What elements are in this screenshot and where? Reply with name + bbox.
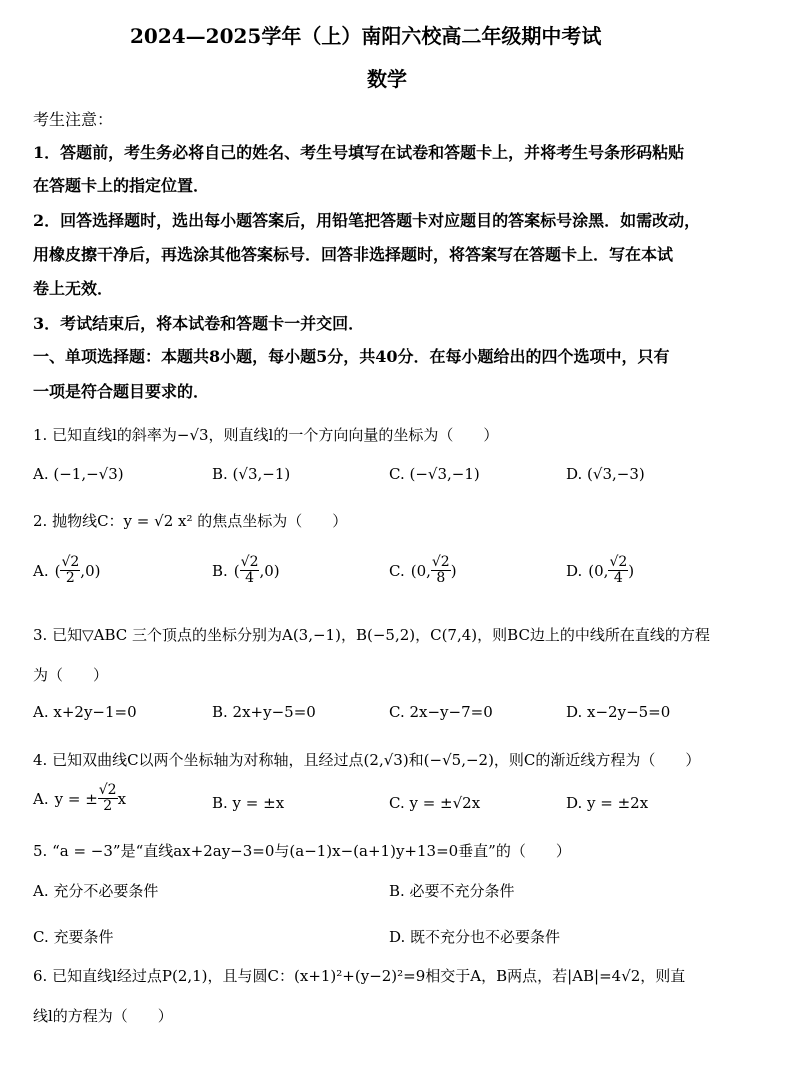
fraction-denominator: 2 [65,570,75,587]
question-4-option-d: D. y = ±2x [566,794,649,812]
option-suffix: ,0) [259,561,280,580]
notice-item-2-line-3: 卷上无效． [33,279,114,298]
question-3-option-a: A. x+2y−1=0 [33,703,137,721]
option-prefix: (0, [410,561,431,580]
section-1-heading-line-2: 一项是符合题目要求的． [33,382,210,401]
option-prefix: ( [233,561,240,580]
fraction-numerator: √2 [240,554,259,570]
question-3-stem-line-2: 为（ ） [33,666,109,684]
fraction-numerator: √2 [61,554,80,570]
question-2-option-d [566,555,634,587]
option-prefix: ( [54,561,61,580]
fraction-numerator: √2 [609,554,628,570]
fraction-denominator: 4 [245,570,255,587]
question-5-option-b: B. 必要不充分条件 [389,882,515,900]
option-prefix: (0, [588,561,609,580]
question-1-option-a: A. (−1,−√3) [33,465,124,483]
notice-item-2-line-2: 用橡皮擦干净后，再选涂其他答案标号．回答非选择题时，将答案写在答题卡上．写在本试 [33,245,674,264]
option-suffix: x [117,789,127,808]
notice-item-3: 3．考试结束后，将本试卷和答题卡一并交回． [33,314,365,333]
fraction-denominator: 8 [436,570,446,587]
question-1-option-b: B. (√3,−1) [212,465,291,483]
option-suffix: ,0) [80,561,101,580]
question-1-stem: 1. 已知直线l的斜率为−√3，则直线l的一个方向向量的坐标为（ ） [33,426,499,444]
option-label: A. [33,561,49,580]
notice-item-1-line-1: 1．答题前，考生务必将自己的姓名、考生号填写在试卷和答题卡上，并将考生号条形码粘贴 [33,143,685,162]
question-5-option-d: D. 既不充分也不必要条件 [389,928,561,946]
question-4-stem: 4. 已知双曲线C以两个坐标轴为对称轴，且经过点(2,√3)和(−√5,−2)，则C的渐近线方程为（ ） [33,751,701,769]
fraction-denominator: 4 [613,570,623,587]
question-5-stem: 5. “a = −3”是“直线ax+2ay−3=0与(a−1)x−(a+1)y+13=0垂直”的（ ） [33,842,571,860]
question-1-option-d: D. (√3,−3) [566,465,645,483]
fraction [608,555,628,587]
option-prefix: y = ± [54,789,98,808]
question-4-option-c: C. y = ±√2x [389,794,481,812]
question-2-stem: 2. 抛物线C：y = √2 x² 的焦点坐标为（ ） [33,512,348,530]
option-label: D. [566,561,583,580]
option-suffix: ) [628,561,635,580]
section-1-heading-line-1: 一、单项选择题：本题共8小题，每小题5分，共40分．在每小题给出的四个选项中，只有 [33,347,670,366]
question-6-stem-line-1: 6. 已知直线l经过点P(2,1)，且与圆C：(x+1)²+(y−2)²=9相交于A，B两点，若|AB|=4√2，则直 [33,967,686,985]
subject-title: 数学 [367,67,407,91]
question-5-option-a: A. 充分不必要条件 [33,882,159,900]
option-label: B. [212,561,228,580]
notice-heading: 考生注意： [33,110,114,129]
notice-item-2-line-1: 2．回答选择题时，选出每小题答案后，用铅笔把答题卡对应题目的答案标号涂黑．如需改动， [33,211,701,230]
fraction [60,555,80,587]
question-2-option-a [33,555,100,587]
question-2-option-b [212,555,280,587]
exam-title: 2024—2025学年（上）南阳六校高二年级期中考试 [130,24,602,48]
option-label: C. [389,561,405,580]
question-6-stem-line-2: 线l的方程为（ ） [33,1007,173,1025]
option-suffix: ) [450,561,457,580]
fraction [98,783,118,815]
option-label: A. [33,789,49,808]
fraction [240,555,260,587]
question-5-option-c: C. 充要条件 [33,928,114,946]
fraction-numerator: √2 [431,554,450,570]
fraction-numerator: √2 [98,782,117,798]
question-3-option-d: D. x−2y−5=0 [566,703,671,721]
question-4-option-a [33,783,126,815]
fraction [431,555,451,587]
fraction-denominator: 2 [103,798,113,815]
question-4-option-b: B. y = ±x [212,794,285,812]
question-3-option-b: B. 2x+y−5=0 [212,703,316,721]
question-3-option-c: C. 2x−y−7=0 [389,703,493,721]
question-1-option-c: C. (−√3,−1) [389,465,480,483]
notice-item-1-line-2: 在答题卡上的指定位置． [33,176,210,195]
question-3-stem-line-1: 3. 已知▽ABC 三个顶点的坐标分别为A(3,−1)，B(−5,2)，C(7,4)，则BC边上的中线所在直线的方程 [33,626,710,644]
question-2-option-c [389,555,457,587]
